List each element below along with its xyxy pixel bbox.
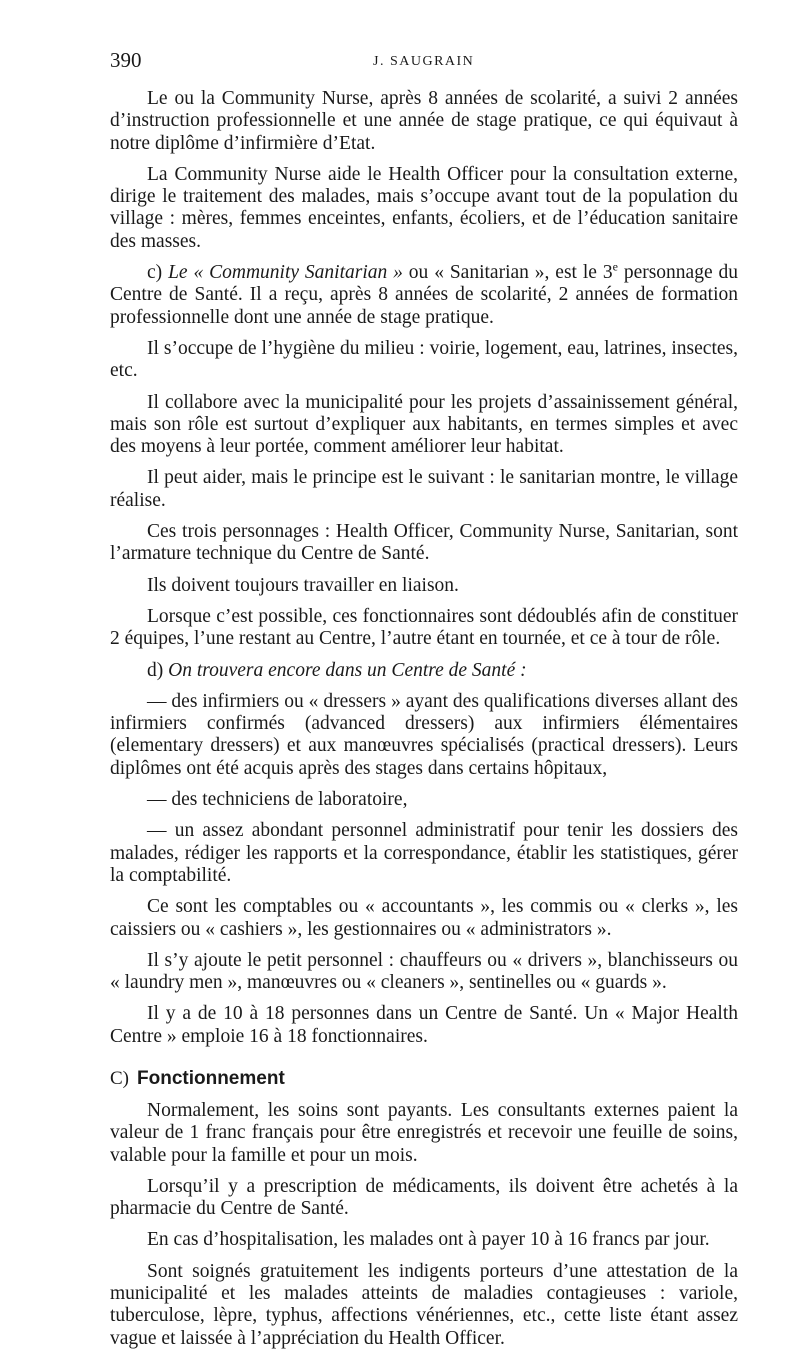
paragraph: La Community Nurse aide le Health Officer pour la consultation externe, dirige le traitement des malades, mais s’occupe avant tout de la population du village : mères, femmes enceintes, enfants, écoliers, et de l’éducation sanitaire des masses. bbox=[110, 163, 738, 252]
paragraph: Il s’occupe de l’hygiène du milieu : voirie, logement, eau, latrines, insectes, etc. bbox=[110, 337, 738, 382]
paragraph: Lorsqu’il y a prescription de médicaments, ils doivent être achetés à la pharmacie du Centre de Santé. bbox=[110, 1175, 738, 1220]
paragraph: Normalement, les soins sont payants. Les consultants externes paient la valeur de 1 franc français pour être enregistrés et recevoir une feuille de soins, valable pour la famille et pour un mois. bbox=[110, 1099, 738, 1166]
page-header bbox=[110, 48, 740, 78]
section-title: Fonctionnement bbox=[137, 1067, 285, 1089]
dash-item: — un assez abondant personnel administratif pour tenir les dossiers des malades, rédiger les rapports et la correspondance, établir les statistiques, gérer la comptabilité. bbox=[110, 820, 738, 886]
italic-heading: Le « Community Sanitarian » bbox=[168, 262, 403, 284]
dash-item: — des infirmiers ou « dressers » ayant des qualifications diverses allant des infirmiers confirmés (advanced dressers) aux infirmiers élémentaires (elementary dressers) et aux manœuvres spécialisés (practical dressers). Leurs diplômes ont été acquis après des stages dans certains hôpitaux, bbox=[110, 690, 738, 779]
paragraph: Sont soignés gratuitement les indigents porteurs d’une attestation de la municipalité et les malades atteints de maladies contagieuses : variole, tuberculose, lèpre, typhus, affections vénériennes, etc., cette liste étant assez vague et laissée à l’appréciation du Health Officer. bbox=[110, 1260, 738, 1349]
list-label: c) bbox=[147, 262, 163, 284]
dash-item: — des techniciens de laboratoire, bbox=[147, 789, 408, 811]
paragraph: Il s’y ajoute le petit personnel : chauffeurs ou « drivers », blanchisseurs ou « laundry men », manœuvres ou « cleaners », sentinelles ou « guards ». bbox=[110, 949, 738, 994]
italic-heading: On trouvera encore dans un Centre de Santé : bbox=[168, 659, 527, 681]
paragraph: Lorsque c’est possible, ces fonctionnaires sont dédoublés afin de constituer 2 équipes, l’une restant au Centre, l’autre étant en tournée, et ce à tour de rôle. bbox=[110, 605, 738, 650]
paragraph: Ils doivent toujours travailler en liaison. bbox=[147, 574, 459, 596]
paragraph: Ce sont les comptables ou « accountants », les commis ou « clerks », les caissiers ou « cashiers », les gestionnaires ou « administrators ». bbox=[110, 896, 738, 940]
paragraph: Ces trois personnages : Health Officer, Community Nurse, Sanitarian, sont l’armature technique du Centre de Santé. bbox=[110, 521, 738, 565]
section-label: C) bbox=[110, 1067, 129, 1089]
paragraph-sanitarian bbox=[110, 259, 739, 329]
paragraph-other-staff bbox=[110, 660, 738, 682]
paragraph: Le ou la Community Nurse, après 8 années de scolarité, a suivi 2 années d’instruction professionnelle et une année de stage pratique, ce qui équivaut à notre diplôme d’infirmière d’Etat. bbox=[110, 88, 738, 154]
section-heading bbox=[110, 1068, 738, 1090]
superscript: e bbox=[612, 259, 618, 274]
page-number: 390 bbox=[110, 48, 142, 72]
paragraph-text: personnage du Centre de Santé. Il a reçu, après 8 années de scolarité, 2 années de formation professionnelle dont une année de stage pratique. bbox=[110, 262, 739, 328]
list-label: d) bbox=[147, 659, 164, 681]
paragraph: Il peut aider, mais le principe est le suivant : le sanitarian montre, le village réalise. bbox=[110, 467, 738, 511]
paragraph-text: ou « Sanitarian », est le 3 bbox=[402, 262, 613, 284]
paragraph: En cas d’hospitalisation, les malades ont à payer 10 à 16 francs par jour. bbox=[147, 1229, 710, 1251]
paragraph: Il y a de 10 à 18 personnes dans un Centre de Santé. Un « Major Health Centre » emploie 16 à 18 fonctionnaires. bbox=[110, 1003, 738, 1047]
running-head: J. SAUGRAIN bbox=[373, 54, 475, 69]
paragraph: Il collabore avec la municipalité pour les projets d’assainissement général, mais son rôle est surtout d’expliquer aux habitants, en termes simples et avec des moyens à leur portée, comment améliorer leur habitat. bbox=[110, 391, 738, 458]
page-body bbox=[110, 88, 738, 1359]
